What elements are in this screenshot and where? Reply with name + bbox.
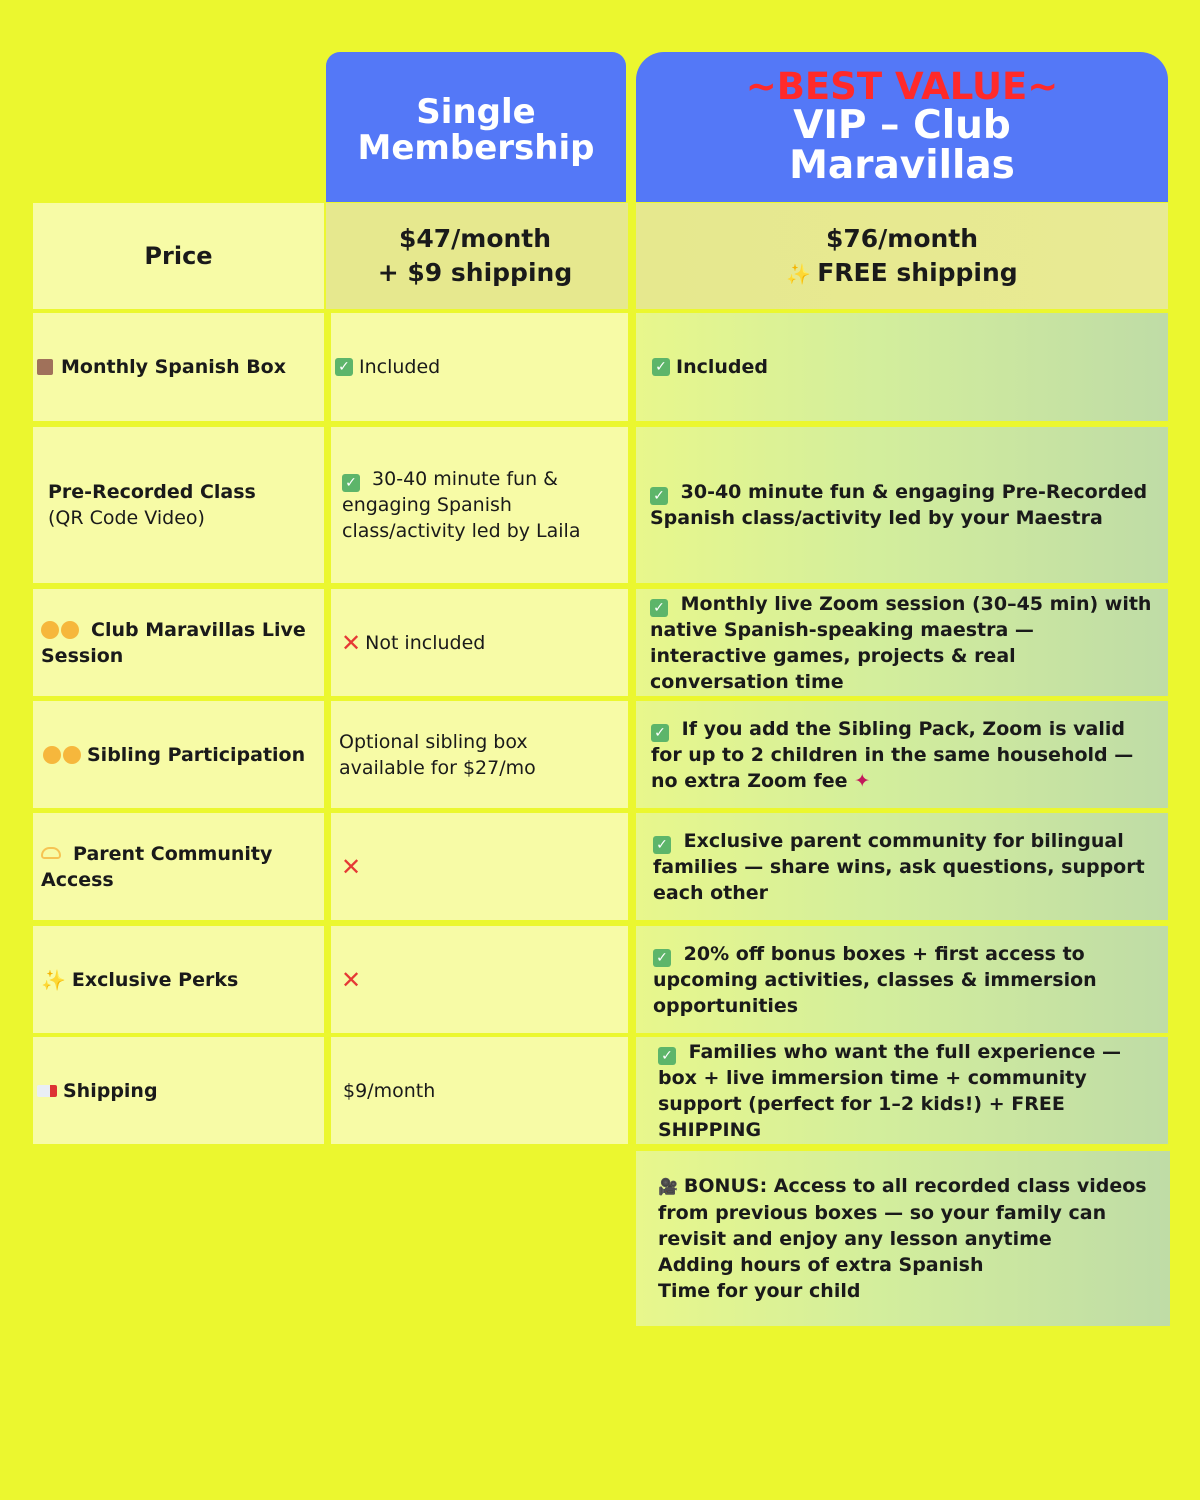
vip-cell-text: 20% off bonus boxes + first access to upcoming activities, classes & immersion opportunities [653, 942, 1097, 1017]
single-cell-community [331, 813, 628, 920]
single-membership-header [326, 52, 626, 202]
vip-cell-text: Families who want the full experience — box + live immersion time + community support (perfect for 1–2 kids!) + FREE SHIPPING [658, 1040, 1122, 1141]
package-icon [37, 359, 53, 375]
row-label-text: Sibling Participation [87, 743, 306, 766]
row-label-shipping [33, 1037, 324, 1144]
sparkles-icon: ✨ [786, 261, 812, 286]
vip-cell-text: If you add the Sibling Pack, Zoom is valid for up to 2 children in the same household — no extra Zoom fee [651, 717, 1134, 792]
row-label-monthly-box [33, 313, 324, 421]
vip-membership-title: VIP – Club Maravillas [789, 103, 1015, 188]
vip-bonus-cell [636, 1151, 1170, 1326]
single-price-shipping: + $9 shipping [377, 258, 573, 287]
row-label-text: Exclusive Perks [71, 968, 239, 991]
vip-membership-header [636, 52, 1168, 202]
truck-icon [37, 1085, 57, 1097]
vip-cell-sibling [636, 701, 1168, 808]
vip-price-shipping: FREE shipping [817, 257, 1018, 287]
check-mark-icon: ✓ [653, 836, 671, 854]
best-value-tag: ~BEST VALUE~ [745, 65, 1059, 108]
row-label-perks [33, 926, 324, 1033]
vip-cell-text: Exclusive parent community for bilingual families — share wins, ask questions, support each other [653, 829, 1145, 904]
kids-faces-icon [43, 746, 61, 764]
row-label-content [41, 841, 314, 893]
row-label-text: Club Maravillas Live Session [41, 618, 306, 667]
check-mark-icon: ✓ [335, 358, 353, 376]
vip-cell-perks [636, 926, 1168, 1033]
row-label-text: Pre-Recorded Class [48, 481, 256, 503]
check-mark-icon: ✓ [653, 949, 671, 967]
vip-cell-content [658, 1039, 1152, 1143]
check-mark-icon: ✓ [650, 599, 668, 617]
single-price-cell [326, 203, 628, 309]
sparkles-icon: ✨ [41, 967, 66, 992]
kids-faces-icon [63, 746, 81, 764]
row-label-pre-recorded [33, 427, 324, 583]
vip-cell-pre-recorded [636, 427, 1168, 583]
vip-cell-community [636, 813, 1168, 920]
bonus-text: BONUS: Access to all recorded class videos from previous boxes — so your family can revisit and enjoy any lesson anytime [658, 1175, 1147, 1250]
row-label-text: Parent Community Access [41, 842, 273, 891]
single-cell-live-session [331, 589, 628, 696]
single-membership-title: Single Membership [357, 92, 595, 168]
check-mark-icon: ✓ [658, 1047, 676, 1065]
bonus-extra-text: Adding hours of extra Spanish Time for your child [658, 1254, 984, 1302]
vip-price-cell [636, 203, 1168, 309]
single-cell-perks [331, 926, 628, 1033]
single-cell-text: Not included [365, 631, 486, 654]
single-cell-text: 30-40 minute fun & engaging Spanish class/activity led by Laila [342, 468, 581, 542]
vip-price-shipping-line [786, 256, 1017, 291]
video-camera-icon: 🎥 [658, 1177, 678, 1196]
kids-faces-icon [41, 621, 59, 639]
vip-cell-content [650, 479, 1152, 531]
single-cell-monthly-box [331, 313, 628, 421]
row-label-text: Shipping [63, 1079, 158, 1102]
vip-cell-content [650, 591, 1152, 695]
vip-price-amount: $76/month [825, 223, 979, 253]
row-label-content [41, 617, 314, 669]
check-mark-icon: ✓ [652, 358, 670, 376]
vip-cell-text: Monthly live Zoom session (30–45 min) with native Spanish-speaking maestra — interactive games, projects & real conversation time [650, 592, 1152, 693]
check-mark-icon: ✓ [650, 487, 668, 505]
vip-cell-monthly-box [636, 313, 1168, 421]
vip-cell-shipping [636, 1037, 1168, 1144]
single-cell-text: $9/month [343, 1079, 436, 1102]
cross-mark-icon: ✕ [341, 965, 362, 994]
single-cell-text: Included [359, 356, 441, 378]
vip-cell-content [653, 828, 1152, 906]
party-popper-icon: ✦ [854, 769, 871, 792]
vip-cell-text: 30-40 minute fun & engaging Pre-Recorded Spanish class/activity led by your Maestra [650, 481, 1148, 529]
single-cell-content [342, 466, 614, 544]
row-label-subtext: (QR Code Video) [48, 507, 205, 529]
vip-cell-content [653, 941, 1152, 1019]
cross-mark-icon: ✕ [341, 852, 362, 881]
price-label-cell [33, 203, 324, 309]
row-label-live-session [33, 589, 324, 696]
row-label-community [33, 813, 324, 920]
bonus-content [658, 1173, 1156, 1304]
price-label: Price [144, 242, 213, 270]
vip-cell-text: Included [676, 356, 768, 378]
single-cell-text: Optional sibling box available for $27/mo [339, 730, 536, 779]
vip-cell-content [651, 716, 1152, 794]
check-mark-icon: ✓ [651, 724, 669, 742]
single-cell-pre-recorded [331, 427, 628, 583]
check-mark-icon: ✓ [342, 474, 360, 492]
vip-cell-live-session [636, 589, 1168, 696]
row-label-text: Monthly Spanish Box [61, 356, 286, 378]
row-label-sibling [33, 701, 324, 808]
kids-faces-icon [61, 621, 79, 639]
single-cell-sibling [331, 701, 628, 808]
single-cell-shipping [331, 1037, 628, 1144]
cross-mark-icon: ✕ [341, 628, 362, 657]
bonus-line-1 [658, 1173, 1156, 1252]
single-price-amount: $47/month [398, 224, 552, 253]
heart-hands-icon [41, 847, 61, 859]
